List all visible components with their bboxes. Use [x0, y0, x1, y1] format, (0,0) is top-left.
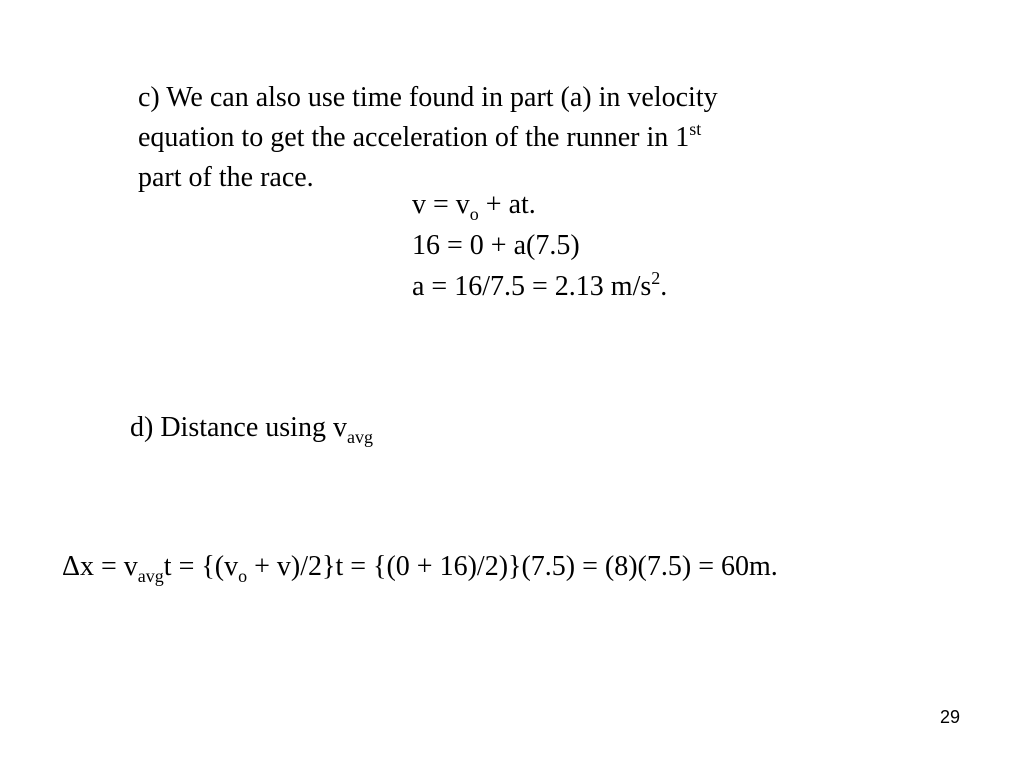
- part-c-line-2: [138, 118, 868, 158]
- part-c-ordinal-superscript: st: [689, 119, 702, 139]
- distance-equation-subscript-avg: avg: [137, 566, 164, 586]
- equation-velocity-lhs: v = v: [412, 189, 470, 220]
- part-c-line-3: part of the race.: [138, 162, 314, 193]
- distance-equation: [62, 547, 778, 587]
- part-c-text: [138, 78, 868, 198]
- velocity-equations: [412, 184, 667, 307]
- part-d-heading: [130, 408, 373, 448]
- equation-velocity: [412, 184, 667, 225]
- distance-equation-part-1: Δx = v: [62, 551, 138, 582]
- equation-velocity-subscript: o: [469, 204, 479, 224]
- part-d-text: d) Distance using v: [130, 412, 347, 443]
- equation-acceleration-exponent: 2: [651, 268, 661, 288]
- equation-velocity-rhs: + at.: [478, 189, 536, 220]
- equation-acceleration-period: .: [660, 271, 668, 302]
- part-c-line-1: c) We can also use time found in part (a) in velocity: [138, 82, 718, 113]
- distance-equation-part-2: t = {(v: [163, 551, 239, 582]
- page-number: 29: [940, 707, 961, 727]
- part-c-line-2-text: equation to get the acceleration of the runner in 1: [138, 122, 690, 153]
- equation-substitution: 16 = 0 + a(7.5): [412, 230, 580, 261]
- distance-equation-part-3: + v)/2}t = {(0 + 16)/2)}(7.5) = (8)(7.5) = 60m.: [247, 551, 778, 582]
- equation-acceleration: [412, 266, 667, 307]
- part-d-subscript: avg: [346, 427, 373, 447]
- distance-equation-subscript-o: o: [238, 566, 248, 586]
- equation-acceleration-text: a = 16/7.5 = 2.13 m/s: [412, 271, 652, 302]
